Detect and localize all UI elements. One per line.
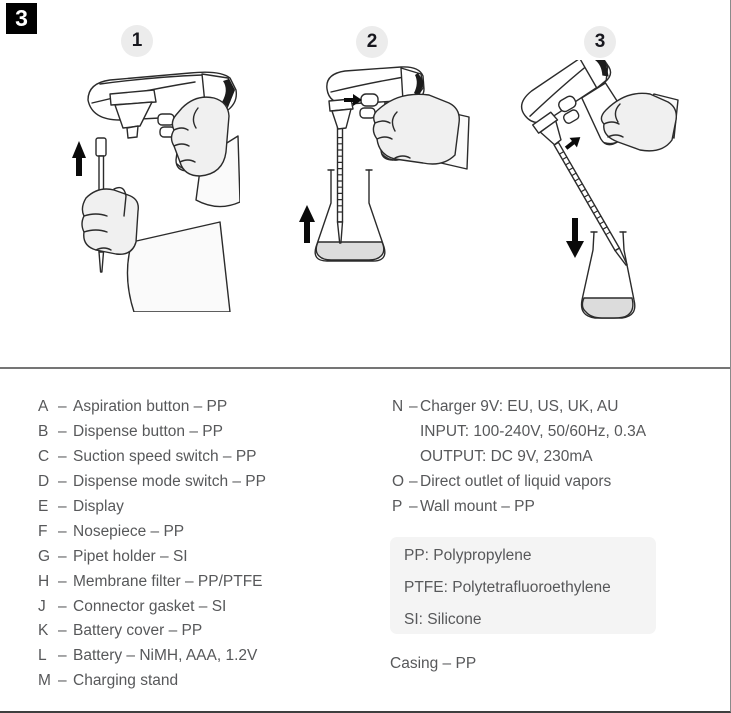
step-3-badge: 3 <box>584 26 616 58</box>
parts-list-item <box>38 544 368 569</box>
part-letter: C <box>38 448 50 466</box>
flask-icon <box>315 170 385 261</box>
part-label: Battery – NiMH, AAA, 1.2V <box>73 647 258 665</box>
figure-3-dispense-illustration <box>480 60 710 340</box>
parts-list-item <box>38 395 368 420</box>
part-label: Wall mount – PP <box>420 498 535 515</box>
parts-list-item <box>38 569 368 594</box>
press-button-arrow-icon <box>562 132 584 153</box>
part-letter: F <box>38 522 48 540</box>
part-letter: K <box>38 622 49 640</box>
up-arrow-icon <box>72 141 86 176</box>
figure-2-aspirate-illustration <box>285 65 470 315</box>
parts-list-item <box>38 495 368 520</box>
parts-list-item <box>38 519 368 544</box>
part-dash: – <box>58 423 67 441</box>
step-2-badge: 2 <box>356 26 388 58</box>
part-label: Nosepiece – PP <box>73 522 185 540</box>
part-label: Dispense mode switch – PP <box>73 473 266 491</box>
part-dash: – <box>409 473 418 491</box>
part-dash: – <box>409 398 418 416</box>
dispense-button-icon <box>360 108 375 118</box>
part-letter: A <box>38 398 49 416</box>
down-arrow-icon <box>566 218 584 258</box>
part-letter: D <box>38 473 50 491</box>
part-label: Suction speed switch – PP <box>73 448 257 466</box>
legend-item: PP: Polypropylene <box>404 547 532 564</box>
part-label: Display <box>73 498 124 515</box>
part-dash: – <box>58 398 67 416</box>
part-label: Aspiration button – PP <box>73 398 228 416</box>
part-letter: M <box>38 672 51 690</box>
part-letter: P <box>392 498 403 515</box>
part-label: Dispense button – PP <box>73 423 223 441</box>
casing-note: Casing – PP <box>390 655 477 672</box>
part-letter: L <box>38 647 47 665</box>
part-label: INPUT: 100-240V, 50/60Hz, 0.3A <box>420 423 647 441</box>
parts-list-item <box>392 420 702 445</box>
flask-icon <box>582 232 635 318</box>
part-dash: – <box>58 572 67 590</box>
parts-list-item <box>392 470 702 495</box>
part-label: Connector gasket – SI <box>73 597 227 615</box>
part-letter: B <box>38 423 49 441</box>
parts-list-item <box>38 445 368 470</box>
pipette-controller-icon <box>514 60 699 272</box>
parts-list-right <box>392 395 702 519</box>
liquid-icon <box>316 242 384 260</box>
part-label: Direct outlet of liquid vapors <box>420 473 612 491</box>
part-dash: – <box>58 672 67 690</box>
legend-item: PTFE: Polytetrafluoroethylene <box>404 579 611 596</box>
part-letter: G <box>38 547 51 565</box>
parts-list-item <box>38 420 368 445</box>
parts-list-item <box>38 594 368 619</box>
parts-list-item <box>392 395 702 420</box>
up-arrow-icon <box>299 205 315 243</box>
materials-legend-box <box>390 537 656 634</box>
part-letter: E <box>38 498 49 515</box>
step-1-badge: 1 <box>121 25 153 57</box>
legend-item: SI: Silicone <box>404 611 482 628</box>
part-label: Battery cover – PP <box>73 622 203 640</box>
section-divider <box>0 367 730 369</box>
aspiration-button-icon <box>361 94 378 106</box>
page-number-badge: 3 <box>6 3 37 34</box>
part-label: Membrane filter – PP/PTFE <box>73 572 263 590</box>
liquid-icon <box>582 298 633 318</box>
parts-list-item <box>392 495 702 520</box>
part-label: Pipet holder – SI <box>73 547 188 565</box>
upper-hand-icon <box>172 97 241 206</box>
lower-hand-icon <box>82 188 230 312</box>
part-dash: – <box>58 647 67 665</box>
part-letter: J <box>38 597 46 615</box>
figure-1-insert-pipette-illustration <box>70 70 240 312</box>
part-dash: – <box>409 498 418 515</box>
part-letter: O <box>392 473 405 491</box>
parts-list-left <box>38 395 368 694</box>
parts-list-item <box>38 669 368 694</box>
part-dash: – <box>58 597 67 615</box>
part-dash: – <box>58 522 67 540</box>
part-label: Charger 9V: EU, US, UK, AU <box>420 398 619 416</box>
part-dash: – <box>58 622 67 640</box>
aspiration-button-icon <box>158 114 174 125</box>
part-letter: H <box>38 572 50 590</box>
part-dash: – <box>58 448 67 466</box>
parts-list-item <box>38 619 368 644</box>
part-label: OUTPUT: DC 9V, 230mA <box>420 448 593 466</box>
parts-list-item <box>392 445 702 470</box>
part-label: Charging stand <box>73 672 179 690</box>
part-dash: – <box>58 473 67 491</box>
part-dash: – <box>58 498 67 515</box>
parts-list-item <box>38 644 368 669</box>
part-dash: – <box>58 547 67 565</box>
parts-list-item <box>38 470 368 495</box>
nosepiece-cone-icon <box>332 109 351 129</box>
part-letter: N <box>392 398 404 416</box>
